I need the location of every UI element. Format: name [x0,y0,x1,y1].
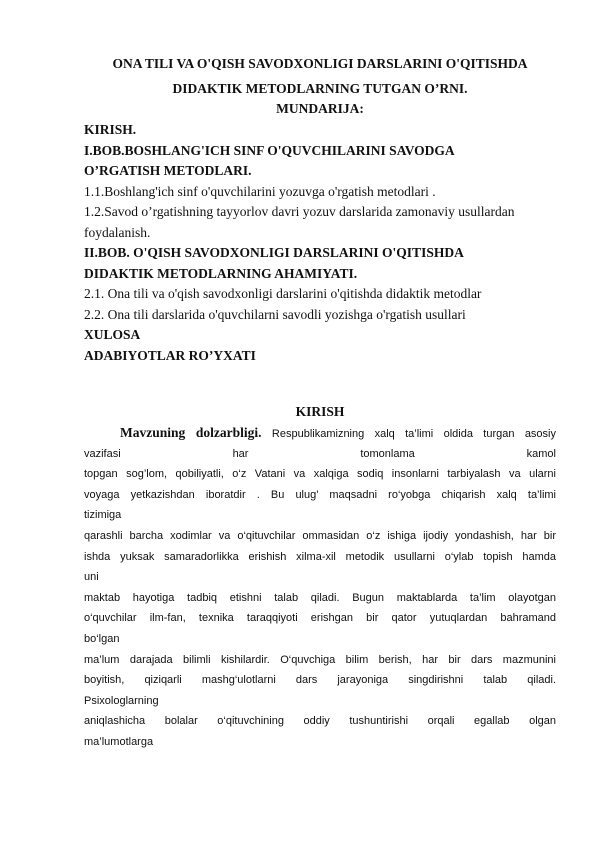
paragraph-line: vazifasi har tomonlama kamol [84,447,556,460]
paragraph-line: ishda yuksak samaradorlikka erishish xilma-xil metodik usullarni o‘ylab topish hamda [84,550,556,563]
toc-entry: foydalanish. [84,224,151,240]
toc-entry: 1.2.Savod o’rgatishning tayyorlov davri yozuv darslarida zamonaviy usullardan [84,204,515,219]
document-title-line-2: DIDAKTIK METODLARNING TUTGAN O’RNI. [172,81,468,96]
intro-first-line [84,423,556,444]
paragraph-line: topgan sog’lom, qobiliyatli, o‘z Vatani va xalqiga sodiq insonlarni tarbiyalash va ularni [84,468,556,481]
paragraph-line: Psixologlarning [84,694,159,707]
toc-entry: XULOSA [84,327,141,342]
paragraph-line: qarashli barcha xodimlar va o‘qituvchilar ommasidan o‘z ishiga ijodiy yondashish, har bir [84,529,556,542]
paragraph-line: aniqlashicha bolalar o‘qituvchining oddiy tushuntirishi orqali egallab olgan [84,715,556,728]
intro-lead: Mavzuning dolzarbligi. [120,425,262,440]
paragraph-line: uni [84,571,99,584]
toc-entry: KIRISH. [84,122,137,137]
paragraph-line: voyaga yetkazishdan iboratdir . Bu ulug’ maqsadni ro‘yobga chiqarish xalq ta’limi [84,488,556,501]
intro-first-line-text: Respublikamizning xalq ta’limi oldida turgan asosiy [261,428,556,440]
contents-heading: MUNDARIJA: [276,101,364,116]
table-of-contents [84,120,564,366]
toc-entry: 1.1.Boshlang'ich sinf o'quvchilarini yozuvga o'rgatish metodlari . [84,183,436,199]
toc-entry: 2.1. Ona tili va o'qish savodxonligi darslarini o'qitishda didaktik metodlar [84,286,482,301]
paragraph-line: bo‘lgan [84,632,120,645]
toc-entry: ADABIYOTLAR RO’YXATI [84,347,256,363]
toc-entry: DIDAKTIK METODLARNING AHAMIYATI. [84,265,358,281]
paragraph-line: boyitish, qiziqarli mashg‘ulotlarni dars jarayoniga singdirishni talab qiladi. [84,674,556,687]
paragraph-line: tizimiga [84,509,122,522]
toc-entry: II.BOB. O'QISH SAVODXONLIGI DARSLARINI O'QITISHDA [84,245,464,260]
paragraph-line: maktab hayotiga tadbiq etishni talab qiladi. Bugun maktablarda ta’lim olayotgan [84,591,556,604]
toc-entry: O’RGATISH METODLARI. [84,163,252,178]
toc-entry: I.BOB.BOSHLANG'ICH SINF O'QUVCHILARINI SAVODGA [84,142,455,158]
document-title-line-1: ONA TILI VA O'QISH SAVODXONLIGI DARSLARINI O'QITISHDA [112,56,528,71]
section-heading: KIRISH [295,404,345,419]
paragraph-line: ma’lumotlarga [84,735,154,748]
paragraph-line: ma’lum darajada bilimli kishilardir. O‘quvchiga bilim berish, har bir dars mazmunini [84,653,556,666]
toc-entry: 2.2. Ona tili darslarida o'quvchilarni savodli yozishga o'rgatish usullari [84,306,466,322]
intro-body [84,423,556,753]
paragraph-line: o‘quvchilar ilm-fan, texnika taraqqiyoti erishgan bir qator yutuqlardan bahramand [84,612,556,625]
